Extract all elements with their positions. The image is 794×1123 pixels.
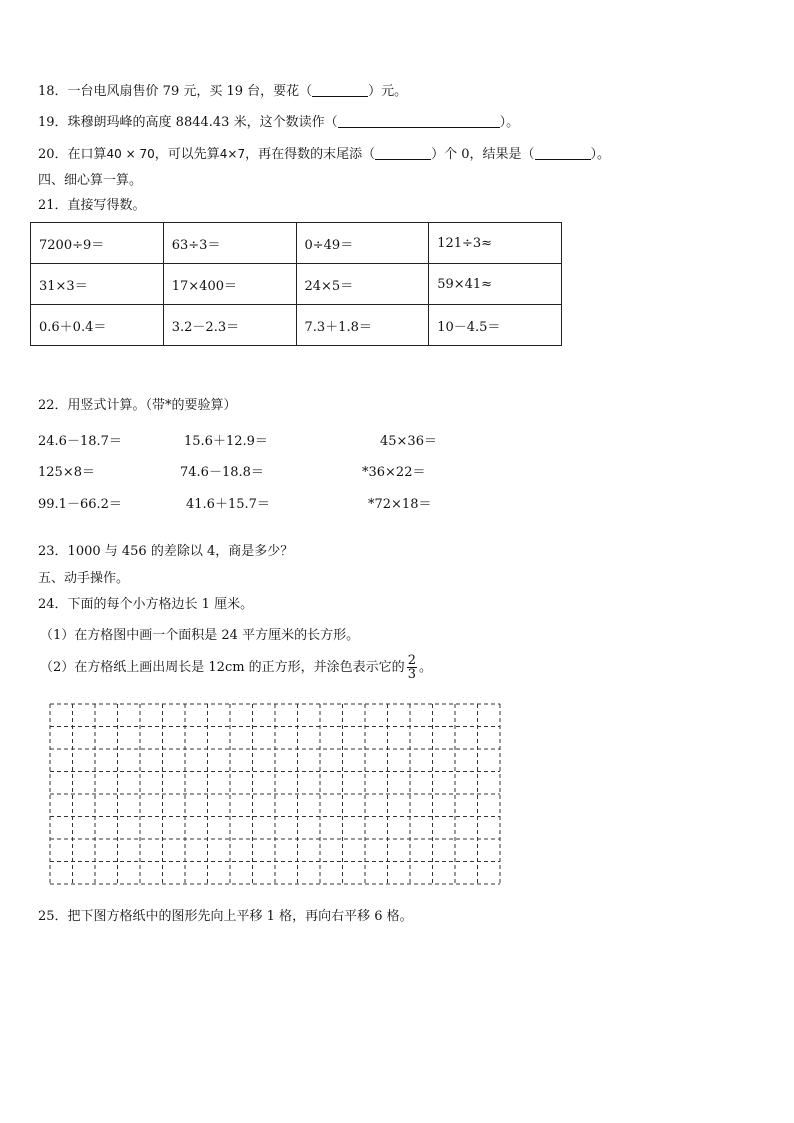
fraction-two-thirds: $\frac{2}{3}$ — [407, 653, 416, 682]
vertical-calc-item[interactable]: *36×22＝ — [362, 465, 426, 480]
table-cell[interactable]: 3.2－2.3＝ — [163, 305, 296, 346]
expression-40x70: 40 × 70 — [106, 147, 155, 161]
answer-blank[interactable] — [375, 146, 431, 160]
square-grid-paper[interactable] — [49, 703, 501, 885]
question-22-title: 22．用竖式计算。（带*的要验算） — [38, 398, 237, 413]
table-cell[interactable]: 10－4.5＝ — [429, 305, 562, 346]
table-cell[interactable]: 31×3＝ — [31, 264, 164, 305]
question-24-part-1: （1）在方格图中画一个面积是 24 平方厘米的长方形。 — [40, 628, 360, 643]
table-cell[interactable]: 7200÷9＝ — [31, 223, 164, 264]
section-heading-4: 四、细心算一算。 — [38, 173, 143, 188]
question-23: 23．1000 与 456 的差除以 4，商是多少？ — [38, 544, 294, 559]
question-24-title: 24．下面的每个小方格边长 1 厘米。 — [38, 597, 254, 612]
answer-blank[interactable] — [338, 114, 500, 128]
table-cell[interactable]: 24×5＝ — [296, 264, 429, 305]
table-cell[interactable]: 63÷3＝ — [163, 223, 296, 264]
question-19: 19．珠穆朗玛峰的高度 8844.43 米，这个数读作（ ）。 — [38, 115, 520, 130]
table-row — [31, 264, 562, 305]
table-row — [31, 305, 562, 346]
question-21-title: 21．直接写得数。 — [38, 198, 146, 213]
table-cell[interactable]: 59×41≈ — [429, 264, 562, 305]
vertical-calc-item[interactable]: 45×36＝ — [380, 434, 437, 449]
vertical-calc-item[interactable]: 24.6－18.7＝ — [38, 434, 122, 449]
question-24-part-2: （2）在方格纸上画出周长是 12cm 的正方形，并涂色表示它的 $\frac{2}{3}$ 。 — [40, 653, 432, 682]
vertical-calc-item[interactable]: 125×8＝ — [38, 465, 95, 480]
vertical-calc-item[interactable]: 41.6＋15.7＝ — [186, 497, 270, 512]
vertical-calc-item[interactable]: 74.6－18.8＝ — [180, 465, 264, 480]
table-row — [31, 223, 562, 264]
vertical-calc-item[interactable]: 99.1－66.2＝ — [38, 497, 122, 512]
question-20: 20．在口算40 × 70，可以先算4×7，再在得数的末尾添（ ）个 0，结果是（ ）。 — [38, 147, 611, 162]
section-heading-5: 五、动手操作。 — [38, 571, 130, 586]
table-cell[interactable]: 7.3＋1.8＝ — [296, 305, 429, 346]
answer-blank[interactable] — [535, 146, 591, 160]
answer-blank[interactable] — [312, 83, 368, 97]
question-25: 25．把下图方格纸中的图形先向上平移 1 格，再向右平移 6 格。 — [38, 909, 413, 924]
table-cell[interactable]: 0.6＋0.4＝ — [31, 305, 164, 346]
table-cell[interactable]: 0÷49＝ — [296, 223, 429, 264]
mental-calc-table — [30, 222, 562, 346]
table-cell[interactable]: 17×400＝ — [163, 264, 296, 305]
question-18: 18．一台电风扇售价 79 元，买 19 台，要花（ ）元。 — [38, 84, 408, 99]
expression-4x7: 4×7 — [219, 147, 246, 161]
table-cell[interactable]: 121÷3≈ — [429, 223, 562, 264]
vertical-calc-item[interactable]: *72×18＝ — [368, 497, 432, 512]
vertical-calc-item[interactable]: 15.6＋12.9＝ — [184, 434, 268, 449]
